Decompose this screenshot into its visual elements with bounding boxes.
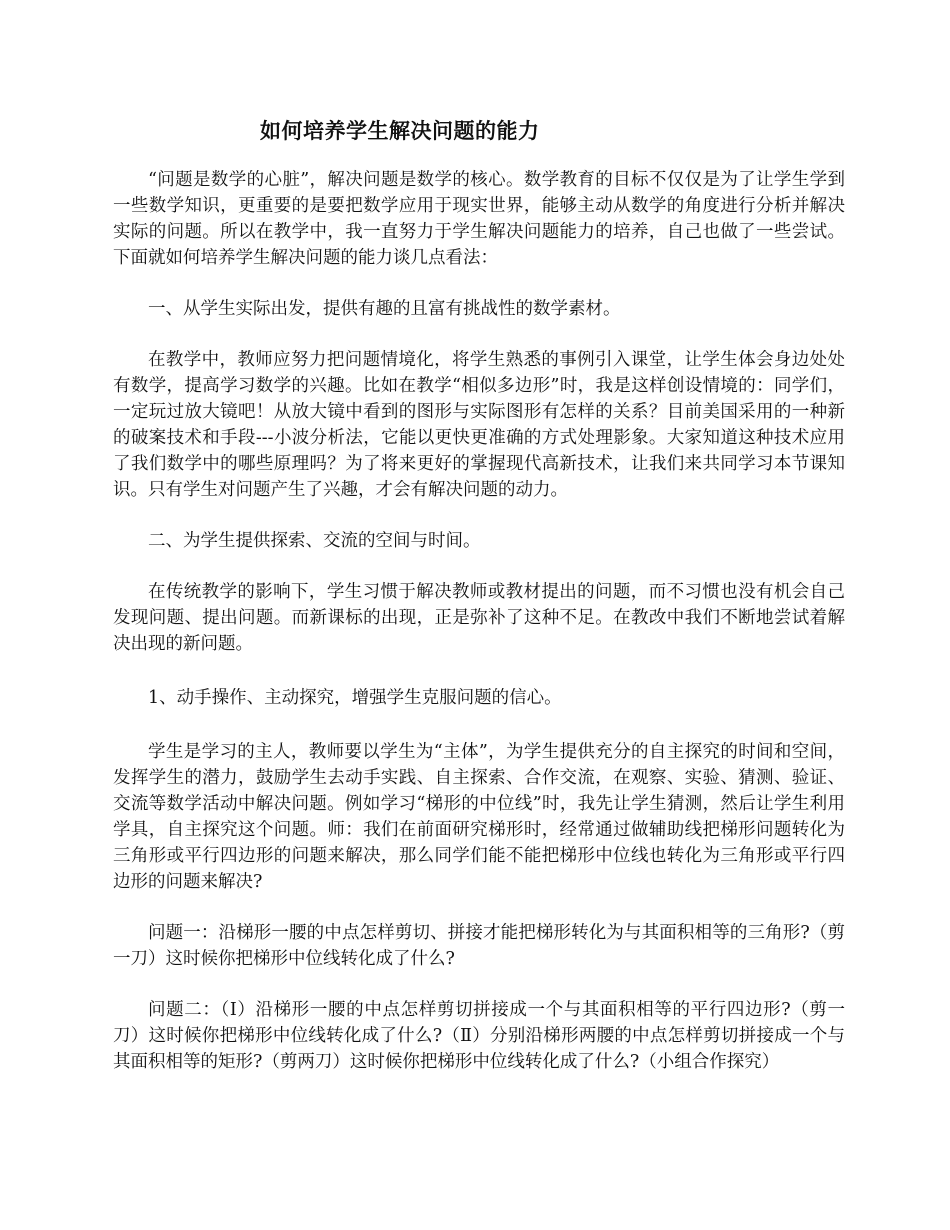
document-body bbox=[113, 167, 845, 1075]
paragraph-question-1: 问题一：沿梯形一腰的中点怎样剪切、拼接才能把梯形转化为与其面积相等的三角形?（剪一刀）这时候你把梯形中位线转化成了什么? bbox=[113, 923, 845, 969]
paragraph-question-2: 问题二：（Ⅰ）沿梯形一腰的中点怎样剪切拼接成一个与其面积相等的平行四边形?（剪一刀）这时候你把梯形中位线转化成了什么?（Ⅱ）分别沿梯形两腰的中点怎样剪切拼接成一个与其面积相等的矩形?（剪两刀）这时候你把梯形中位线转化成了什么?（小组合作探究） bbox=[113, 1000, 845, 1072]
document-title: 如何培养学生解决问题的能力 bbox=[260, 118, 540, 143]
section-heading-1: 一、从学生实际出发，提供有趣的且富有挑战性的数学素材。 bbox=[148, 299, 621, 319]
paragraph-intro: “问题是数学的心脏”，解决问题是数学的核心。数学教育的目标不仅仅是为了让学生学到一些数学知识，更重要的是要把数学应用于现实世界，能够主动从数学的角度进行分析并解决实际的问题。所以在教学中，我一直努力于学生解决问题能力的培养，自己也做了一些尝试。下面就如何培养学生解决问题的能力谈几点看法： bbox=[113, 170, 845, 268]
paragraph-section-2: 在传统教学的影响下，学生习惯于解决教师或教材提出的问题，而不习惯也没有机会自己发现问题、提出问题。而新课标的出现，正是弥补了这种不足。在教改中我们不断地尝试着解决出现的新问题。 bbox=[113, 582, 845, 654]
subsection-heading-1: 1、动手操作、主动探究，增强学生克服问题的信心。 bbox=[148, 688, 562, 708]
section-heading-2: 二、为学生提供探索、交流的空间与时间。 bbox=[148, 531, 481, 551]
paragraph-section-1: 在教学中，教师应努力把问题情境化，将学生熟悉的事例引入课堂，让学生体会身边处处有数学，提高学习数学的兴趣。比如在教学“相似多边形”时，我是这样创设情境的：同学们，一定玩过放大镜吧！从放大镜中看到的图形与实际图形有怎样的关系？目前美国采用的一种新的破案技术和手段---小波分析法，它能以更快更准确的方式处理影象。大家知道这种技术应用了我们数学中的哪些原理吗？为了将来更好的掌握现代高新技术，让我们来共同学习本节课知识。只有学生对问题产生了兴趣，才会有解决问题的动力。 bbox=[113, 350, 845, 500]
paragraph-subsection-1: 学生是学习的主人，教师要以学生为“主体”，为学生提供充分的自主探究的时间和空间，发挥学生的潜力，鼓励学生去动手实践、自主探索、合作交流，在观察、实验、猜测、验证、交流等数学活动中解决问题。例如学习“梯形的中位线”时，我先让学生猜测，然后让学生利用学具，自主探究这个问题。师：我们在前面研究梯形时，经常通过做辅助线把梯形问题转化为三角形或平行四边形的问题来解决，那么同学们能不能把梯形中位线也转化为三角形或平行四边形的问题来解决? bbox=[113, 742, 845, 892]
